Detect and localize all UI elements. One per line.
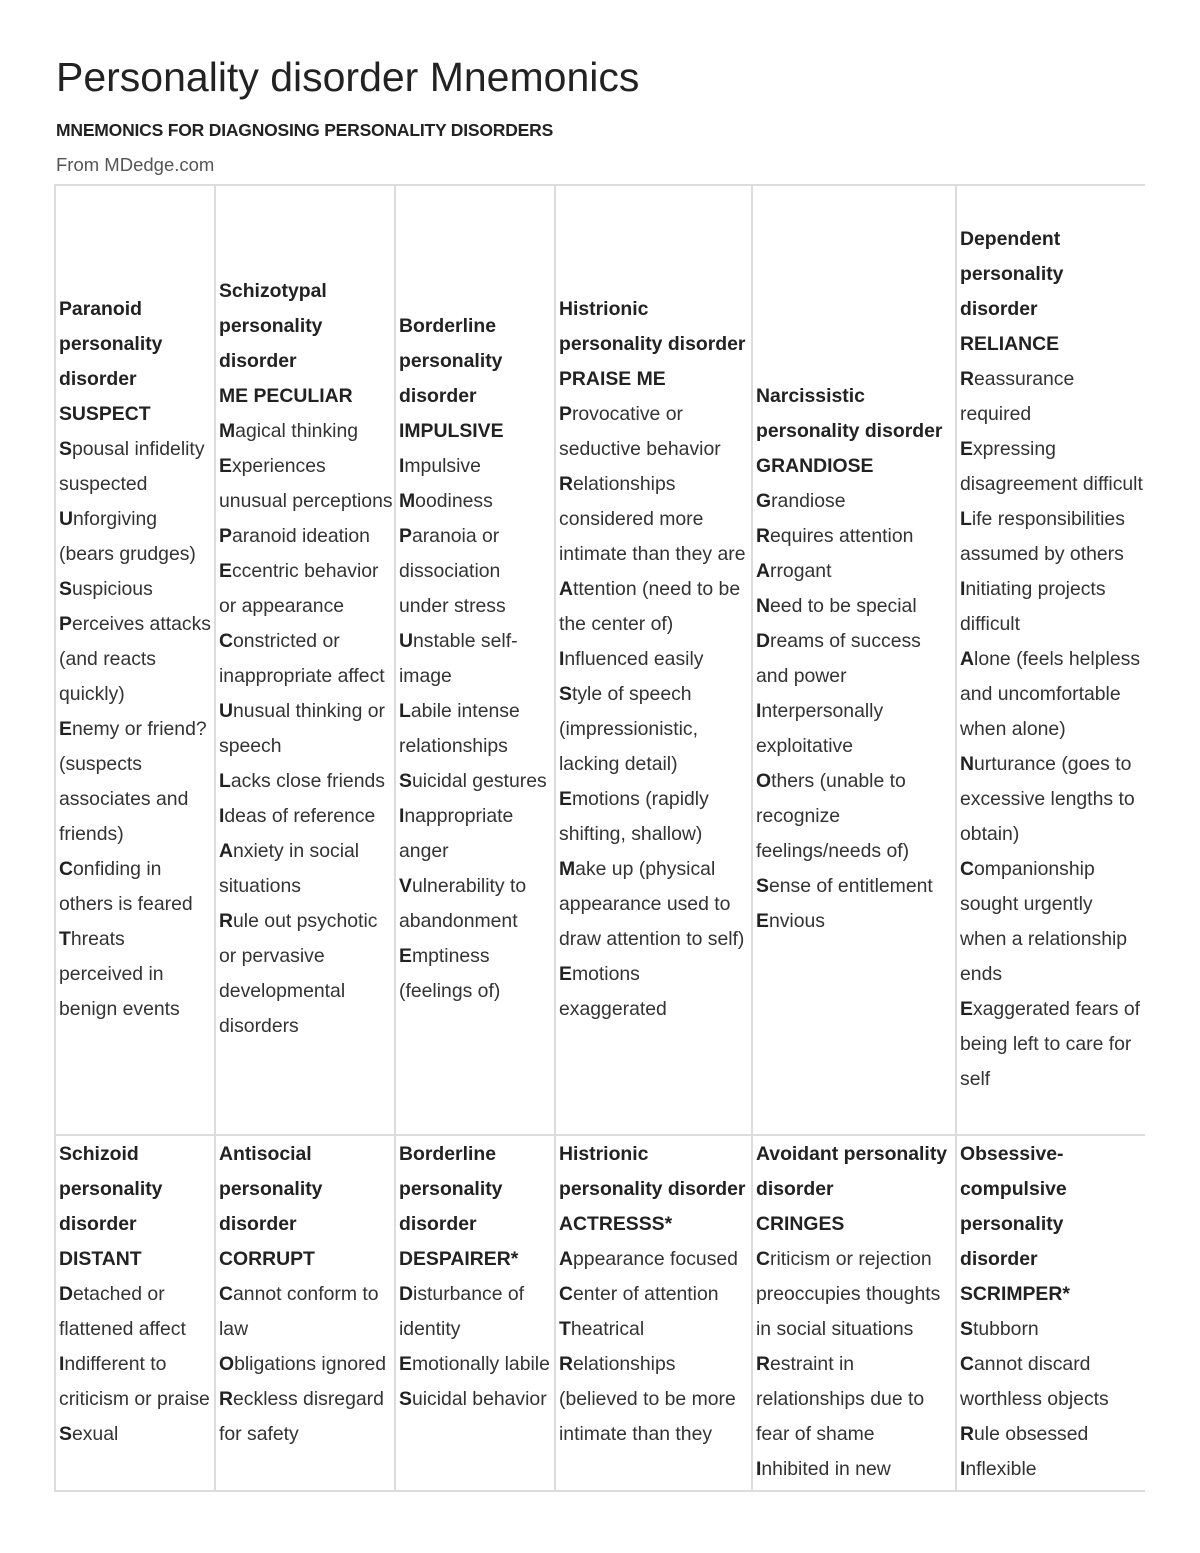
mnemonic-initial: M [399,490,416,512]
mnemonic-word: CORRUPT [219,1248,315,1270]
mnemonic-item [960,992,1144,1097]
mnemonic-text: xpressing disagreement difficult [960,437,1143,495]
mnemonic-initial: D [59,1283,74,1305]
mnemonic-item [960,432,1144,502]
mnemonic-initial: S [756,875,769,897]
mnemonic-item [559,1312,750,1347]
mnemonic-item [756,624,954,694]
mnemonic-text: ccentric behavior or appearance [219,560,379,617]
mnemonic-initial: U [219,700,234,722]
mnemonic-item [756,1347,954,1452]
mnemonic-initial: I [960,577,966,600]
mnemonic-item [960,1347,1144,1417]
mnemonic-word: PRAISE ME [559,367,666,390]
mnemonic-initial: T [559,1318,571,1340]
mnemonic-item [219,694,393,764]
mnemonic-text: ule obsessed [974,1423,1089,1445]
mnemonic-text: deas of reference [224,805,376,827]
mnemonic-item [960,852,1144,992]
mnemonic-text: randiose [771,490,846,512]
mnemonic-initial: I [399,455,405,477]
mnemonic-text: onstricted or inappropriate affect [219,630,385,687]
mnemonic-item [756,484,954,519]
mnemonic-item [756,694,954,764]
mnemonic-item [756,554,954,589]
disorder-name: Borderline personality disorder [399,315,503,407]
mnemonic-item [59,852,213,922]
mnemonic-word: DESPAIRER* [399,1248,519,1270]
mnemonic-text: mpulsive [404,455,481,477]
mnemonic-text: eassurance required [960,367,1075,425]
mnemonic-initial: C [219,1283,234,1305]
mnemonic-text: uicidal behavior [411,1388,547,1410]
mnemonic-text: elationships (believed to be more intimate than they [559,1353,736,1445]
mnemonic-initial: T [59,927,71,950]
mnemonic-initial: P [219,525,232,547]
mnemonic-item [399,764,553,799]
mnemonic-text: onfiding in others is feared [59,857,193,915]
mnemonic-item [59,502,213,572]
mnemonic-text: annot discard worthless objects [960,1353,1109,1410]
mnemonic-text: thers (unable to recognize feelings/needs of) [756,770,910,862]
disorder-cell [55,1135,215,1491]
mnemonic-item [559,1242,750,1277]
mnemonic-initial: N [960,752,975,775]
mnemonic-text: tubborn [972,1318,1039,1340]
mnemonic-text: ulnerability to abandonment [399,875,527,932]
mnemonic-item [960,642,1144,747]
mnemonic-item [960,502,1144,572]
mnemonic-text: nvious [768,910,825,932]
disorder-name: Narcissistic personality disorder [756,385,943,442]
mnemonic-item [559,397,750,467]
disorder-cell [395,1135,555,1491]
mnemonic-text: ife responsibilities assumed by others [960,507,1125,565]
mnemonic-item [219,764,393,799]
mnemonic-initial: A [756,560,771,582]
table-row [55,185,1145,1135]
mnemonic-item [756,1242,954,1347]
mnemonic-text: equires attention [770,525,914,547]
mnemonic-initial: S [960,1318,973,1340]
mnemonic-initial: O [219,1353,235,1375]
mnemonic-item [960,1312,1144,1347]
page-title: Personality disorder Mnemonics [56,54,640,100]
mnemonic-item [59,432,213,502]
disorder-cell [215,1135,395,1491]
page-subtitle: MNEMONICS FOR DIAGNOSING PERSONALITY DISORDERS [56,120,554,140]
mnemonic-item [219,834,393,904]
mnemonics-table [54,184,1145,1492]
mnemonic-initial: C [559,1283,574,1305]
mnemonic-text: pousal infidelity suspected [59,437,205,495]
mnemonic-text: nhibited in new [761,1458,891,1480]
mnemonic-initial: S [59,577,72,600]
mnemonic-initial: M [219,420,236,442]
mnemonic-text: eckless disregard for safety [219,1388,384,1445]
mnemonic-text: rrogant [770,560,832,582]
mnemonic-item [219,414,393,449]
mnemonic-item [399,939,553,1009]
mnemonic-initial: S [59,1423,72,1445]
mnemonic-text: nforgiving (bears grudges) [59,507,196,565]
mnemonic-text: reams of success and power [756,630,921,687]
mnemonic-item [399,1277,553,1347]
mnemonic-item [559,852,750,957]
disorder-cell [956,185,1145,1135]
mnemonic-text: xperiences unusual perceptions [219,455,393,512]
mnemonic-initial: P [399,525,412,547]
disorder-cell [752,1135,956,1491]
mnemonic-text: oodiness [415,490,493,512]
mnemonic-initial: L [399,700,411,722]
mnemonic-initial: A [559,577,574,600]
mnemonic-item [399,484,553,519]
mnemonic-initial: R [960,1423,975,1445]
mnemonic-text: hreats perceived in benign events [59,927,180,1020]
mnemonic-initial: R [756,525,771,547]
mnemonic-text: mptiness (feelings of) [399,945,501,1002]
mnemonic-initial: C [219,630,234,652]
disorder-name: Schizotypal personality disorder [219,280,327,372]
disorder-name: Schizoid personality disorder [59,1143,163,1235]
mnemonic-initial: E [559,787,572,810]
mnemonic-item [219,1277,393,1347]
mnemonic-item [219,799,393,834]
disorder-name: Histrionic personality disorder [559,297,746,355]
mnemonic-item [960,572,1144,642]
mnemonic-initial: D [756,630,771,652]
mnemonic-initial: C [756,1248,771,1270]
mnemonic-item [399,869,553,939]
mnemonic-text: enter of attention [573,1283,719,1305]
mnemonic-text: ppearance focused [573,1248,738,1270]
mnemonic-item [960,362,1144,432]
mnemonic-initial: I [756,700,762,722]
mnemonic-item [399,1382,553,1417]
mnemonic-word: ME PECULIAR [219,385,353,407]
mnemonic-initial: I [399,805,405,827]
disorder-cell [752,185,956,1135]
mnemonic-text: aranoia or dissociation under stress [399,525,506,617]
mnemonic-text: lone (feels helpless and uncomfortable when alone) [960,647,1141,740]
mnemonic-text: acks close friends [230,770,385,792]
disorder-name: Paranoid personality disorder [59,297,163,390]
mnemonic-item [219,1382,393,1452]
mnemonic-initial: E [960,997,973,1020]
mnemonic-initial: V [399,875,412,897]
mnemonic-item [559,467,750,572]
mnemonic-initial: C [960,1353,975,1375]
mnemonic-text: etached or flattened affect [59,1283,186,1340]
disorder-name: Dependent personality disorder [960,227,1064,320]
mnemonic-initial: C [960,857,975,880]
mnemonic-item [399,799,553,869]
mnemonic-initial: I [756,1458,762,1480]
mnemonic-word: DISTANT [59,1248,142,1270]
mnemonic-item [59,607,213,712]
mnemonic-text: motions exaggerated [559,962,667,1020]
mnemonic-initial: E [559,962,572,985]
mnemonic-item [559,957,750,1027]
mnemonic-initial: U [399,630,414,652]
mnemonic-initial: I [219,805,225,827]
mnemonic-text: xaggerated fears of being left to care for self [960,997,1141,1090]
mnemonic-initial: L [960,507,972,530]
mnemonic-initial: E [399,945,412,967]
mnemonic-item [219,449,393,519]
mnemonic-initial: R [559,1353,574,1375]
mnemonic-text: urturance (goes to excessive lengths to obtain) [960,752,1135,845]
mnemonic-text: erceives attacks (and reacts quickly) [59,612,211,705]
mnemonic-text: nappropriate anger [399,805,514,862]
disorder-cell [215,185,395,1135]
mnemonic-item [756,589,954,624]
mnemonic-item [399,694,553,764]
mnemonic-text: ndifferent to criticism or praise [59,1353,210,1410]
mnemonic-item [960,1417,1144,1452]
mnemonic-text: nterpersonally exploitative [756,700,884,757]
disorder-name: Histrionic personality disorder [559,1143,746,1200]
mnemonic-text: estraint in relationships due to fear of shame [756,1353,925,1445]
mnemonic-text: riticism or rejection preoccupies thoughts in social situations [756,1248,941,1340]
mnemonic-item [399,1347,553,1382]
disorder-cell [555,185,752,1135]
mnemonic-text: uspicious [71,577,153,600]
disorder-cell [55,185,215,1135]
disorder-cell [956,1135,1145,1491]
mnemonic-item [756,1452,954,1487]
mnemonic-item [59,1347,213,1417]
mnemonic-text: tyle of speech (impressionistic, lacking detail) [559,682,698,775]
mnemonic-initial: R [756,1353,771,1375]
mnemonic-initial: C [59,857,74,880]
mnemonic-initial: S [59,437,72,460]
mnemonic-word: SCRIMPER* [960,1283,1070,1305]
disorder-cell [395,185,555,1135]
mnemonic-text: ule out psychotic or pervasive developmental disorders [219,910,378,1037]
mnemonic-word: GRANDIOSE [756,455,874,477]
mnemonic-text: isturbance of identity [399,1283,525,1340]
mnemonic-text: heatrical [570,1318,645,1340]
mnemonic-initial: R [960,367,975,390]
mnemonic-text: ake up (physical appearance used to draw attention to self) [559,857,745,950]
mnemonic-initial: E [756,910,769,932]
table-container [54,184,1145,1553]
mnemonic-text: nflexible [965,1458,1037,1480]
mnemonic-item [960,747,1144,852]
mnemonic-item [756,904,954,939]
mnemonic-item [559,642,750,677]
mnemonic-text: rovocative or seductive behavior [559,402,721,460]
table-row [55,1135,1145,1491]
mnemonic-initial: E [219,560,232,582]
mnemonic-initial: R [559,472,574,495]
disorder-name: Borderline personality disorder [399,1143,503,1235]
mnemonic-text: annot conform to law [219,1283,379,1340]
mnemonic-initial: E [59,717,72,740]
mnemonic-item [59,922,213,1027]
mnemonic-initial: I [559,647,565,670]
mnemonic-text: nfluenced easily [564,647,704,670]
mnemonic-item [219,519,393,554]
mnemonic-item [219,1347,393,1382]
mnemonic-text: exual [71,1423,119,1445]
mnemonic-initial: D [399,1283,414,1305]
mnemonic-initial: E [219,455,232,477]
mnemonic-text: uicidal gestures [411,770,547,792]
mnemonic-initial: A [559,1248,574,1270]
mnemonic-initial: E [960,437,973,460]
mnemonic-item [219,624,393,694]
disorder-name: Obsessive-compulsive personality disorder [960,1143,1067,1270]
mnemonic-initial: G [756,490,772,512]
mnemonic-item [559,677,750,782]
mnemonic-initial: I [59,1353,65,1375]
mnemonic-text: ttention (need to be the center of) [559,577,741,635]
mnemonic-word: RELIANCE [960,332,1060,355]
mnemonic-initial: S [399,1388,412,1410]
mnemonic-text: motionally labile [411,1353,550,1375]
mnemonic-item [559,572,750,642]
mnemonic-item [960,1452,1144,1487]
mnemonic-item [756,869,954,904]
mnemonic-initial: I [960,1458,966,1480]
mnemonic-text: nitiating projects difficult [960,577,1106,635]
mnemonic-word: IMPULSIVE [399,420,504,442]
mnemonic-item [559,1277,750,1312]
mnemonic-text: motions (rapidly shifting, shallow) [559,787,709,845]
mnemonic-text: abile intense relationships [399,700,520,757]
mnemonic-item [756,519,954,554]
mnemonic-initial: N [756,595,771,617]
mnemonic-initial: M [559,857,576,880]
mnemonic-text: nusual thinking or speech [219,700,386,757]
mnemonic-text: aranoid ideation [231,525,370,547]
mnemonic-initial: O [756,770,772,792]
mnemonic-initial: R [219,910,234,932]
mnemonic-item [756,764,954,869]
mnemonic-item [59,1417,213,1452]
mnemonic-item [219,554,393,624]
mnemonic-text: agical thinking [235,420,359,442]
mnemonic-text: elationships considered more intimate than they are [559,472,746,565]
mnemonic-initial: E [399,1353,412,1375]
mnemonic-initial: R [219,1388,234,1410]
disorder-cell [555,1135,752,1491]
mnemonic-initial: S [399,770,412,792]
mnemonic-word: SUSPECT [59,402,151,425]
mnemonic-initial: P [59,612,72,635]
mnemonic-item [59,1277,213,1347]
mnemonic-item [59,712,213,852]
disorder-name: Avoidant personality disorder [756,1143,948,1200]
mnemonic-initial: U [59,507,74,530]
mnemonic-word: CRINGES [756,1213,845,1235]
mnemonic-initial: L [219,770,231,792]
mnemonic-item [59,572,213,607]
mnemonic-item [559,1347,750,1452]
mnemonic-item [559,782,750,852]
mnemonic-text: nstable self-image [399,630,518,687]
mnemonic-initial: A [219,840,234,862]
mnemonic-word: ACTRESSS* [559,1213,673,1235]
mnemonic-text: eed to be special [770,595,917,617]
mnemonic-text: ense of entitlement [768,875,933,897]
mnemonic-item [399,449,553,484]
mnemonic-text: bligations ignored [234,1353,387,1375]
mnemonic-text: nemy or friend? (suspects associates and friends) [59,717,207,845]
mnemonic-initial: P [559,402,572,425]
mnemonic-text: ompanionship sought urgently when a relationship ends [960,857,1128,985]
mnemonic-initial: S [559,682,572,705]
disorder-name: Antisocial personality disorder [219,1143,323,1235]
mnemonic-text: nxiety in social situations [219,840,360,897]
mnemonic-item [399,624,553,694]
mnemonic-item [399,519,553,624]
mnemonic-item [219,904,393,1044]
mnemonic-initial: A [960,647,975,670]
source-line: From MDedge.com [56,154,215,175]
